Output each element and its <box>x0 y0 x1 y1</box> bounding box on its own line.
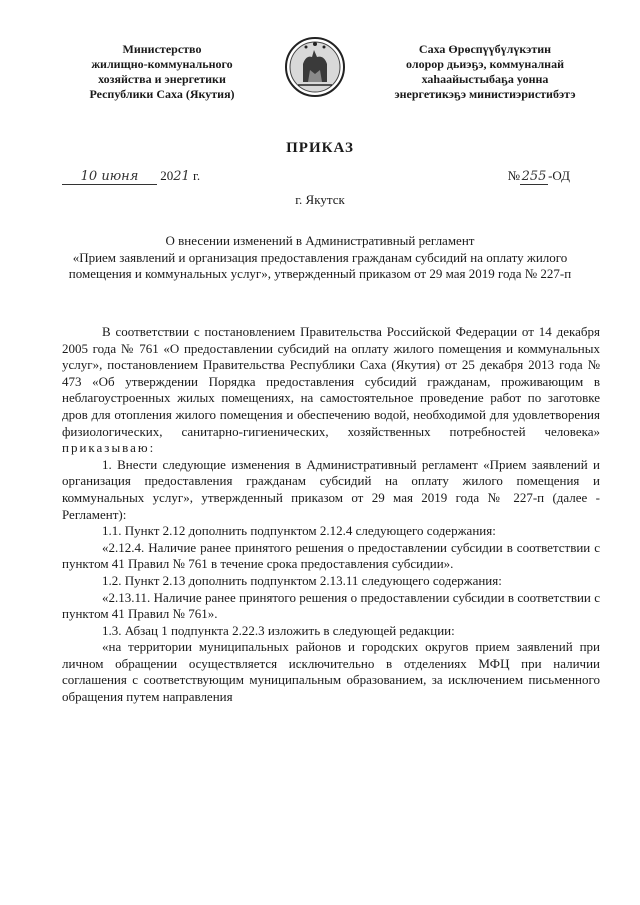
paragraph: 1.2. Пункт 2.13 дополнить подпунктом 2.13.11 следующего содержания: <box>102 572 502 588</box>
ministry-line: хаһаайыстыбаҕа уонна <box>421 72 549 86</box>
year-prefix: 20 <box>160 168 174 183</box>
document-title: ПРИКАЗ <box>286 140 354 156</box>
document-body <box>62 324 600 706</box>
coat-of-arms-icon <box>284 30 346 104</box>
ministry-line: олорор дьиэҕэ, коммуналнай <box>406 57 564 71</box>
ministry-line: Республики Саха (Якутия) <box>89 87 235 101</box>
paragraph: «2.13.11. Наличие ранее принятого решения о предоставлении субсидии в соответствии с пунктом 41 Правил № 761». <box>62 589 600 622</box>
handwritten-day-month: 10 июня <box>62 169 157 185</box>
ministry-line: хозяйства и энергетики <box>98 72 226 86</box>
paragraph: «2.12.4. Наличие ранее принятого решения о предоставлении субсидии в соответствии с пунктом 41 Правил № 761 в течение срока предоставления субсидии». <box>62 539 600 572</box>
paragraph: 1.3. Абзац 1 подпункта 2.22.3 изложить в следующей редакции: <box>102 622 455 638</box>
ministry-line: Саха Өрөспүүбүлүкэтин <box>418 42 552 56</box>
number-prefix: № <box>507 168 521 183</box>
subject-line: О внесении изменений в Административный регламент <box>165 233 475 248</box>
preamble-text: В соответствии с постановлением Правительства Российской Федерации от 14 декабря 2005 года № 761 «О предоставлении субсидий на оплату жилого помещения и коммунальных услуг», постановлением Правительства Республики Саха (Якутия) от 25 декабря 2013 года № 473 «Об утверждении Порядка предоставления субсидий гражданам, проживающим в неблагоустроенных жилых помещениях, на самостоятельное проведение работ по заготовке дров для отопления жилого помещения и обеспечению водой, необходимой для удовлетворения физиологических, санитарно-гигиенических, хозяйственных потребностей человека» <box>62 324 600 439</box>
document-subject <box>62 233 578 283</box>
city: г. Якутск <box>295 192 345 207</box>
ministry-line: жилищно-коммунального <box>91 57 233 71</box>
year-unit: г. <box>193 168 201 183</box>
paragraph: 1.1. Пункт 2.12 дополнить подпунктом 2.12.4 следующего содержания: <box>102 523 496 539</box>
number-suffix: -ОД <box>548 168 570 183</box>
subject-line: «Прием заявлений и организация предоставления гражданам субсидий на оплату жилого помещения и коммунальных услуг», утвержденный приказом от 29 мая 2019 года № 227-п <box>68 249 572 281</box>
paragraph: 1. Внести следующие изменения в Административный регламент «Прием заявлений и организация предоставления гражданам субсидий на оплату жилого помещения и коммунальных услуг», утвержденный приказом от 29 мая 2019 года № 227-п (далее - Регламент): <box>62 456 600 522</box>
ministry-line: энергетикэҕэ министиэристибэтэ <box>394 87 576 101</box>
ministry-line: Министерство <box>122 42 202 56</box>
ministry-name-yakut <box>375 42 595 102</box>
ministry-name-russian <box>62 42 262 102</box>
handwritten-number: 255 <box>521 169 547 184</box>
handwritten-year-suffix: 21 <box>173 169 190 184</box>
order-number <box>508 168 570 185</box>
paragraph-preamble <box>62 324 600 457</box>
order-word: приказываю: <box>62 440 156 456</box>
order-date <box>62 168 200 185</box>
paragraph: «на территории муниципальных районов и городских округов прием заявлений при личном обращении осуществляется исключительно в отделениях МФЦ при наличии соглашения с соответствующим муниципальным образованием, за исключением письменного обращения путем направления <box>62 639 600 705</box>
